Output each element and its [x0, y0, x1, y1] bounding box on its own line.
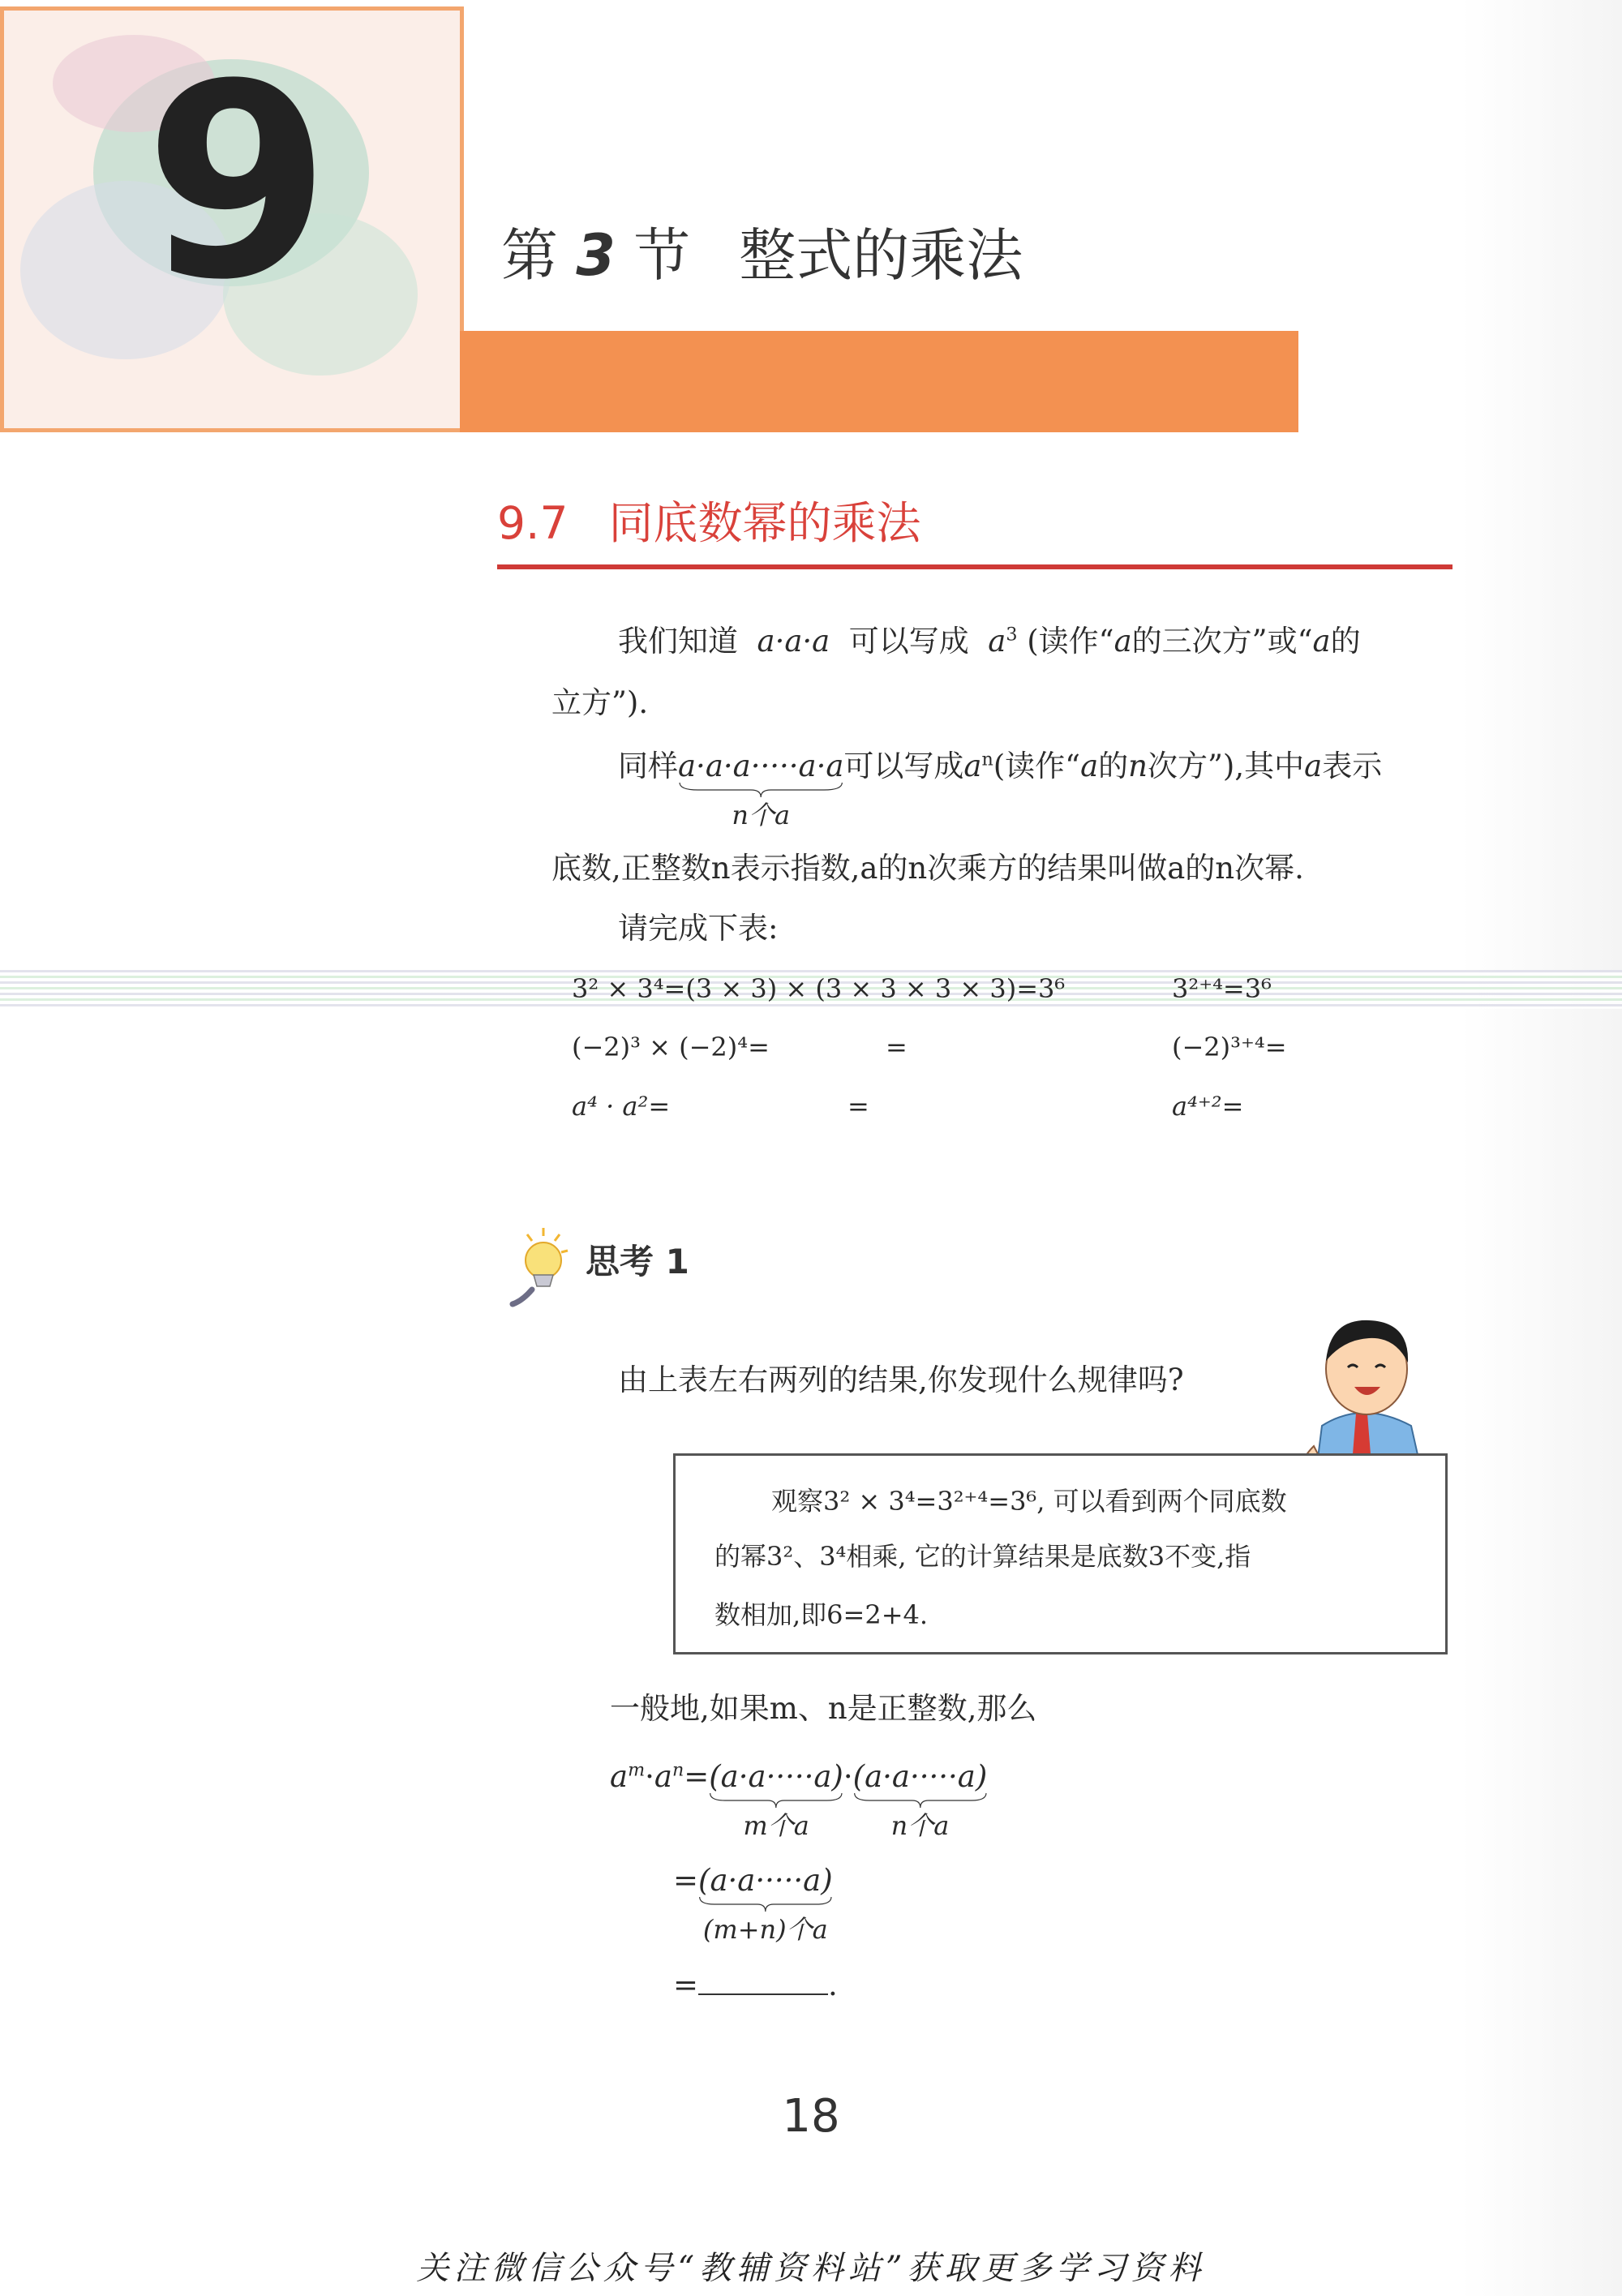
equals-sign: =: [684, 1759, 710, 1794]
derivation-line-3: [673, 1966, 838, 2000]
page-edge-shade: [1460, 0, 1622, 2296]
math-var: n: [1128, 749, 1148, 783]
underbrace-group-2: [852, 1759, 988, 1841]
text: 我们知道: [618, 624, 738, 659]
light-bulb-icon: [509, 1226, 573, 1307]
math-dot: ·: [645, 1759, 654, 1794]
math-exponent: n: [672, 1759, 684, 1781]
underbrace-icon: [853, 1792, 988, 1809]
underbrace-group-3: [698, 1863, 833, 1945]
observation-box: [673, 1453, 1448, 1654]
section-number: 3: [576, 222, 616, 289]
derivation-intro: 一般地,如果m、n是正整数,那么: [610, 1691, 1037, 1726]
subsection-title: [497, 497, 921, 549]
table-row-2-right: (−2)³⁺⁴=: [1172, 1032, 1287, 1062]
underbrace-icon: [678, 781, 843, 799]
math-expr: a·a·a·····a·a: [678, 749, 844, 783]
table-row-1-left: 3² × 3⁴=(3 × 3) × (3 × 3 × 3 × 3)=3⁶: [572, 973, 1066, 1004]
math-expr: a·a·a: [757, 624, 830, 659]
math-exponent: n: [981, 749, 993, 770]
underbrace-label: (m+n)个a: [702, 1914, 828, 1945]
answer-blank[interactable]: [698, 1966, 828, 1995]
derivation-line-2: [673, 1863, 833, 1945]
math-var: a: [1304, 749, 1323, 783]
text: 的三次方”或“: [1131, 624, 1313, 659]
math-var: a: [1114, 624, 1132, 659]
page-number: 18: [782, 2090, 840, 2143]
text: 的: [1330, 624, 1361, 659]
table-row-2-mid: =: [886, 1032, 908, 1062]
observation-line-2: 的幂3²、3⁴相乘, 它的计算结果是底数3不变,指: [714, 1541, 1251, 1572]
intro-paragraph-4: 请完成下表:: [618, 911, 779, 946]
equals-sign: =: [673, 1968, 699, 2002]
equals-sign: =: [673, 1863, 699, 1898]
section-title: [501, 222, 1023, 289]
math-var: a: [1080, 749, 1099, 783]
underbrace-label: m个a: [743, 1810, 809, 1841]
intro-paragraph-3: 底数,正整数n表示指数,a的n次乘方的结果叫做a的n次幂.: [551, 851, 1304, 886]
math-base: a: [610, 1759, 629, 1794]
text: (读作“: [993, 749, 1081, 783]
header-bar: [460, 331, 1298, 432]
chapter-number: 9: [144, 27, 331, 338]
text: 可以写成: [848, 624, 969, 659]
period: .: [828, 1968, 838, 2002]
math-exponent: m: [628, 1759, 646, 1781]
underbrace-label: n个a: [732, 800, 791, 830]
intro-paragraph-1-cont: 立方”).: [551, 685, 649, 720]
footer-note: 关注微信公众号“教辅资料站”获取更多学习资料: [416, 2250, 1206, 2287]
underbrace-label: n个a: [890, 1810, 950, 1841]
math-expr: (a·a·····a): [709, 1759, 843, 1794]
table-row-1-right: 3²⁺⁴=3⁶: [1172, 973, 1272, 1004]
math-var: a: [1312, 624, 1331, 659]
math-dot: ·: [843, 1759, 853, 1794]
think-question: 由上表左右两列的结果,你发现什么规律吗?: [618, 1363, 1184, 1397]
section-prefix: 第: [501, 222, 558, 289]
math-base: a: [963, 749, 982, 783]
section-title-text: 整式的乘法: [739, 222, 1023, 289]
subsection-title-text: 同底数幂的乘法: [608, 497, 921, 549]
text: (读作“: [1027, 624, 1114, 659]
subsection-number: 9.7: [497, 497, 569, 549]
underbrace-icon: [698, 1895, 833, 1913]
math-base: a: [988, 624, 1006, 659]
text: 可以写成: [843, 749, 964, 783]
math-expr: (a·a·····a): [852, 1759, 988, 1794]
text: 表示: [1322, 749, 1383, 783]
math-base: a: [654, 1759, 672, 1794]
observation-line-3: 数相加,即6=2+4.: [714, 1599, 929, 1630]
text: 同样: [618, 749, 678, 783]
observation-line-1: 观察3² × 3⁴=3²⁺⁴=3⁶, 可以看到两个同底数: [771, 1486, 1287, 1517]
derivation-line-1: [610, 1759, 988, 1841]
math-expr: (a·a·····a): [698, 1863, 833, 1898]
table-row-3-right: a⁴⁺²=: [1172, 1091, 1244, 1122]
think-title: 思考 1: [586, 1242, 689, 1281]
text: 次方”),其中: [1148, 749, 1305, 783]
table-row-2-left: (−2)³ × (−2)⁴=: [572, 1032, 770, 1062]
table-row-3-mid: =: [847, 1091, 869, 1122]
text: 的: [1098, 749, 1129, 783]
intro-paragraph-1: [618, 624, 1361, 659]
underbrace-icon: [709, 1792, 843, 1809]
table-row-3-left: a⁴ · a²=: [572, 1091, 671, 1122]
underbrace-group-1: [709, 1759, 843, 1841]
math-exponent: 3: [1006, 624, 1018, 646]
subsection-rule: [497, 564, 1453, 569]
intro-paragraph-2: [618, 749, 1383, 830]
section-suffix: 节: [633, 222, 691, 289]
underbrace-expr: [678, 749, 844, 830]
